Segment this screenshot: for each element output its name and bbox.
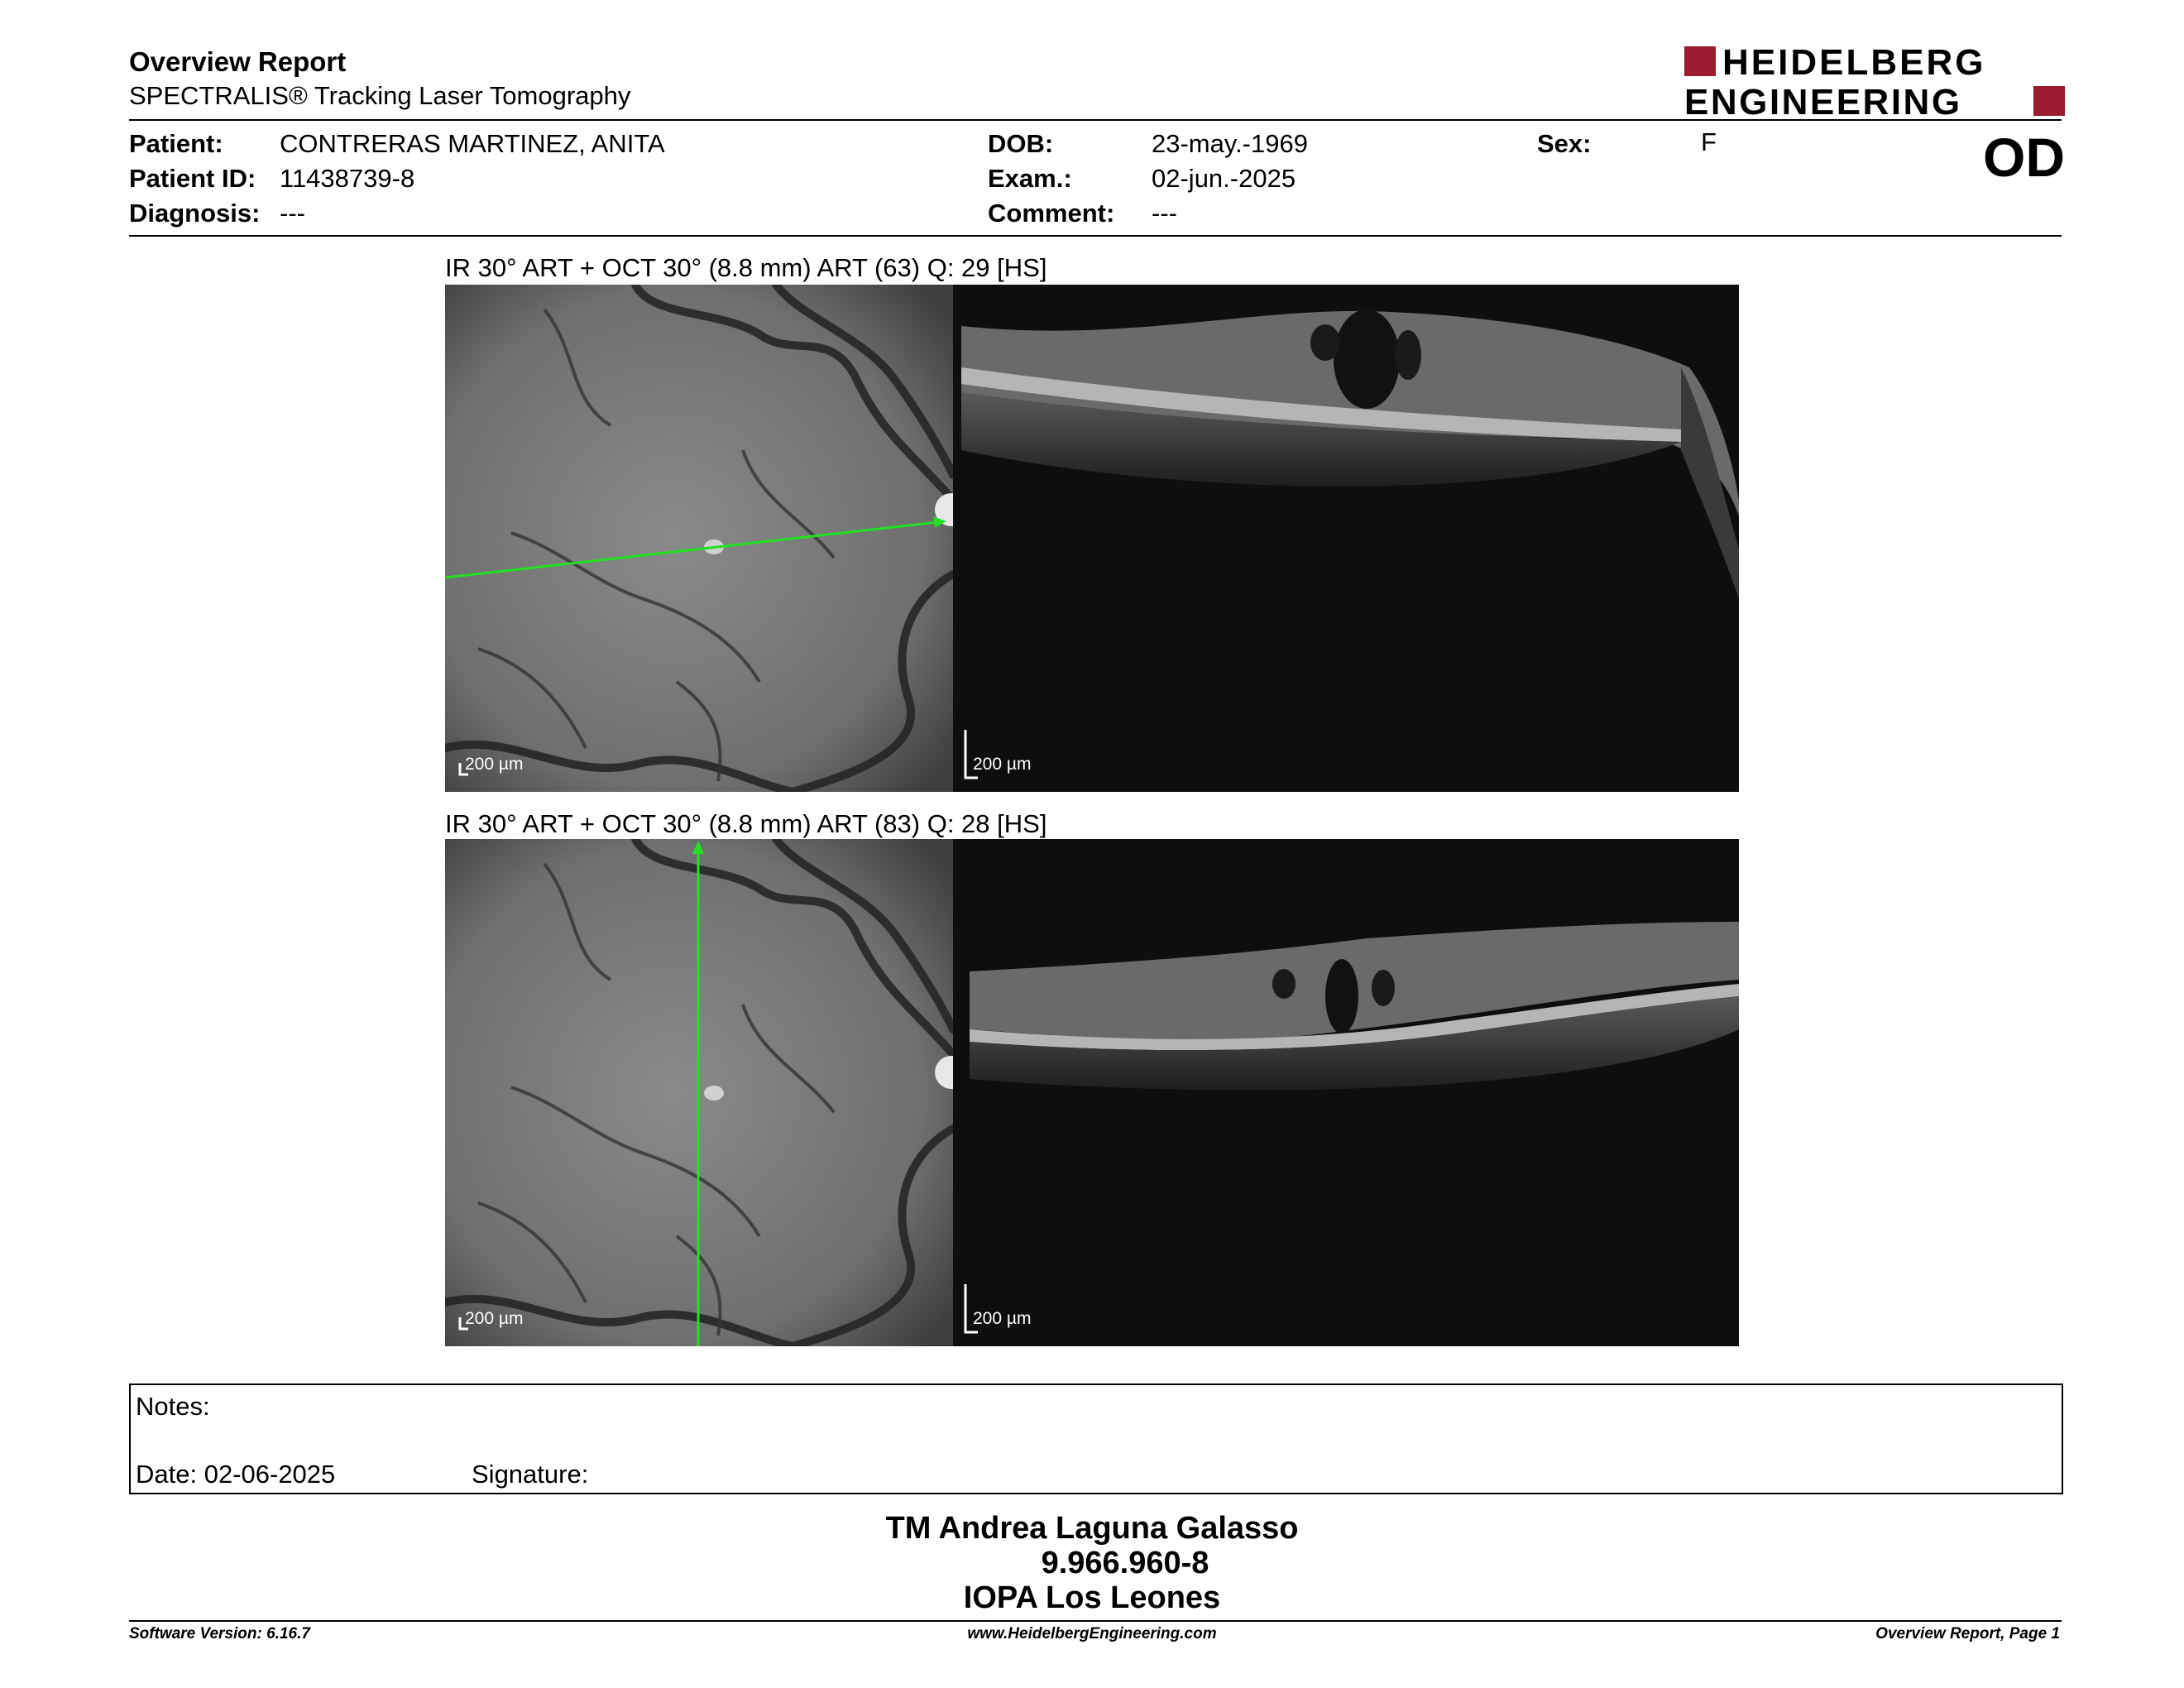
scan-1-caption: IR 30° ART + OCT 30° (8.8 mm) ART (63) Q: 29 [HS] [445, 253, 1047, 282]
diagnosis-value: --- [280, 199, 305, 228]
heidelberg-logo [1684, 43, 2065, 119]
patient-info-rule [129, 235, 2062, 237]
footer-rule [129, 1620, 2062, 1622]
signer-name: TM Andrea Laguna Galasso [885, 1511, 1299, 1546]
oct-1-scale-label: 200 µm [973, 755, 1032, 774]
eye-indicator: OD [1983, 127, 2065, 188]
sex-value: F [1701, 127, 1717, 156]
scan-2-line [445, 839, 953, 1346]
comment-label: Comment: [988, 199, 1115, 228]
dob-value: 23-may.-1969 [1152, 129, 1308, 158]
header-rule [129, 119, 2062, 121]
signature-label: Signature: [472, 1460, 589, 1489]
report-title: Overview Report [129, 46, 347, 77]
scan-1-line [445, 285, 953, 792]
patient-label: Patient: [129, 129, 223, 158]
logo-line-2: ENGINEERING [1684, 82, 1962, 119]
oct-2-svg [953, 839, 1739, 1346]
scan-1-fundus-image[interactable] [445, 285, 953, 792]
oct-1-svg [953, 285, 1739, 792]
patient-name: CONTRERAS MARTINEZ, ANITA [280, 129, 665, 158]
notes-label: Notes: [136, 1392, 210, 1421]
fundus-1-scale-label: 200 µm [465, 755, 524, 774]
oct-2-scale-label: 200 µm [973, 1309, 1032, 1328]
report-subtitle: SPECTRALIS® Tracking Laser Tomography [129, 81, 631, 110]
scan-2-fundus-image[interactable] [445, 839, 953, 1346]
page-indicator: Overview Report, Page 1 [1875, 1625, 2060, 1642]
signer-id: 9.966.960-8 [1041, 1546, 1209, 1580]
exam-label: Exam.: [988, 164, 1072, 193]
scan-2-oct-bscan[interactable] [953, 839, 1739, 1346]
fundus-2-scale-label: 200 µm [465, 1309, 524, 1328]
scan-2-caption: IR 30° ART + OCT 30° (8.8 mm) ART (83) Q: 28 [HS] [445, 809, 1047, 838]
exam-value: 02-jun.-2025 [1152, 164, 1296, 193]
institution-name: IOPA Los Leones [963, 1580, 1221, 1615]
scan-1-oct-bscan[interactable] [953, 285, 1739, 792]
notes-date: Date: 02-06-2025 [136, 1460, 336, 1489]
sex-label: Sex: [1537, 129, 1592, 158]
diagnosis-label: Diagnosis: [129, 199, 261, 228]
patient-id-label: Patient ID: [129, 164, 256, 193]
software-version: Software Version: 6.16.7 [129, 1625, 310, 1642]
dob-label: DOB: [988, 129, 1054, 158]
comment-value: --- [1152, 199, 1177, 228]
notes-box[interactable] [129, 1383, 2063, 1494]
logo-line-1: HEIDELBERG [1722, 43, 1986, 83]
website-link[interactable]: www.HeidelbergEngineering.com [967, 1625, 1217, 1642]
patient-id: 11438739-8 [280, 164, 415, 193]
